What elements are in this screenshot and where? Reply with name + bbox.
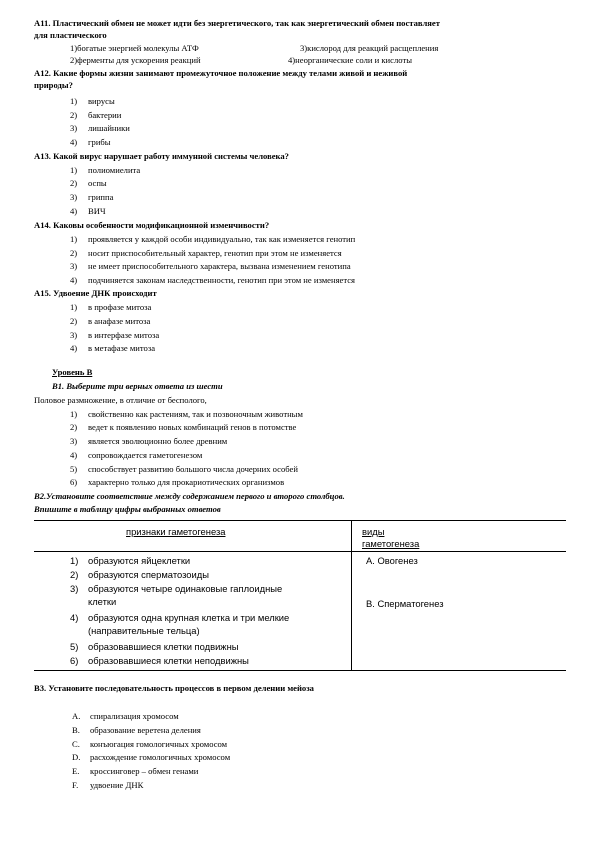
a11-option-2: 2)ферменты для ускорения реакций: [70, 55, 201, 65]
b1-option: 3) является эволюционно более древним: [70, 436, 228, 446]
table-header-features: признаки гаметогенеза: [126, 526, 226, 537]
table-answer-spermatogenesis: В. Сперматогенез: [366, 598, 444, 609]
table-row: клетки: [88, 596, 117, 607]
a14-option: 4) подчиняется законам наследственности, генотип при этом не изменяется: [70, 275, 355, 285]
table-row: 2) образуются сперматозоиды: [70, 569, 209, 580]
b1-option: 1) свойственно как растениям, так и позвоночным животным: [70, 409, 303, 419]
b2-instruction-line1: В2.Установите соответствие между содержанием первого и второго столбцов.: [34, 491, 345, 501]
b1-option: 2) ведет к появлению новых комбинаций генов в потомстве: [70, 422, 297, 432]
b1-instruction: В1. Выберите три верных ответа из шести: [52, 381, 223, 391]
table-column-divider: [351, 521, 352, 670]
b1-option: 4) сопровождается гаметогенезом: [70, 450, 203, 460]
a13-option: 1) полиомиелита: [70, 165, 141, 175]
a12-option: 2) бактерии: [70, 110, 122, 120]
a14-option: 3) не имеет приспособительного характера, вызвана изменением генотипа: [70, 261, 351, 271]
b2-table: [34, 520, 566, 671]
a15-option: 2) в анафазе митоза: [70, 316, 151, 326]
a13-option: 3) гриппа: [70, 192, 114, 202]
table-answer-ovogenesis: А. Овогенез: [366, 555, 418, 566]
a11-question-line2: для пластического: [34, 30, 107, 40]
a12-option: 1) вирусы: [70, 96, 115, 106]
table-header-types-line1: виды: [362, 526, 385, 537]
a11-question-line1: A11. Пластический обмен не может идти без энергетического, так как энергетический обмен поставляет: [34, 18, 440, 28]
b3-option: А. спирализация хромосом: [72, 711, 179, 721]
b3-option: С. конъюгация гомологичных хромосом: [72, 739, 228, 749]
level-b-title: Уровень В: [52, 367, 93, 377]
b3-option: В. образование веретена деления: [72, 725, 201, 735]
table-row: 6) образовавшиеся клетки неподвижны: [70, 655, 249, 666]
a12-question-line2: природы?: [34, 80, 73, 90]
b3-question: В3. Установите последовательность процессов в первом делении мейоза: [34, 683, 314, 693]
a11-option-3: 3)кислород для реакций расщепления: [300, 43, 439, 53]
a13-option: 2) оспы: [70, 178, 107, 188]
a14-option: 2) носит приспособительный характер, генотип при этом не изменяется: [70, 248, 342, 258]
a14-option: 1) проявляется у каждой особи индивидуально, так как изменяется генотип: [70, 234, 356, 244]
b3-option: Е. кроссинговер – обмен генами: [72, 766, 199, 776]
table-row: (направительные тельца): [88, 625, 200, 636]
a11-option-1: 1)богатые энергией молекулы АТФ: [70, 43, 199, 53]
table-row: 3) образуются четыре одинаковые гаплоидные: [70, 583, 283, 594]
b2-instruction-line2: Впишите в таблицу цифры выбранных ответов: [34, 504, 221, 514]
a15-option: 3) в интерфазе митоза: [70, 330, 160, 340]
table-header-divider: [34, 551, 566, 552]
table-row: 5) образовавшиеся клетки подвижны: [70, 641, 239, 652]
b1-question: Половое размножение, в отличие от бесполого,: [34, 395, 207, 405]
a15-option: 1) в профазе митоза: [70, 302, 152, 312]
b3-option: F. удвоение ДНК: [72, 780, 144, 790]
a15-option: 4) в метафазе митоза: [70, 343, 156, 353]
table-row: 1) образуются яйцеклетки: [70, 555, 191, 566]
a14-question: A14. Каковы особенности модификационной изменчивости?: [34, 220, 270, 230]
a15-question: A15. Удвоение ДНК происходит: [34, 288, 157, 298]
b1-option: 6) характерно только для прокариотических организмов: [70, 477, 285, 487]
a13-option: 4) ВИЧ: [70, 206, 106, 216]
table-row: 4) образуются одна крупная клетка и три мелкие: [70, 612, 290, 623]
a12-option: 3) лишайники: [70, 123, 130, 133]
a13-question: A13. Какой вирус нарушает работу иммунной системы человека?: [34, 151, 289, 161]
a11-option-4: 4)неорганические соли и кислоты: [288, 55, 412, 65]
a12-question-line1: A12. Какие формы жизни занимают промежуточное положение между телами живой и неживой: [34, 68, 408, 78]
table-header-types-line2: гаметогенеза: [362, 538, 420, 549]
b1-option: 5) способствует развитию большого числа дочерних особей: [70, 464, 298, 474]
a12-option: 4) грибы: [70, 137, 111, 147]
b3-option: D. расхождение гомологичных хромосом: [72, 752, 231, 762]
